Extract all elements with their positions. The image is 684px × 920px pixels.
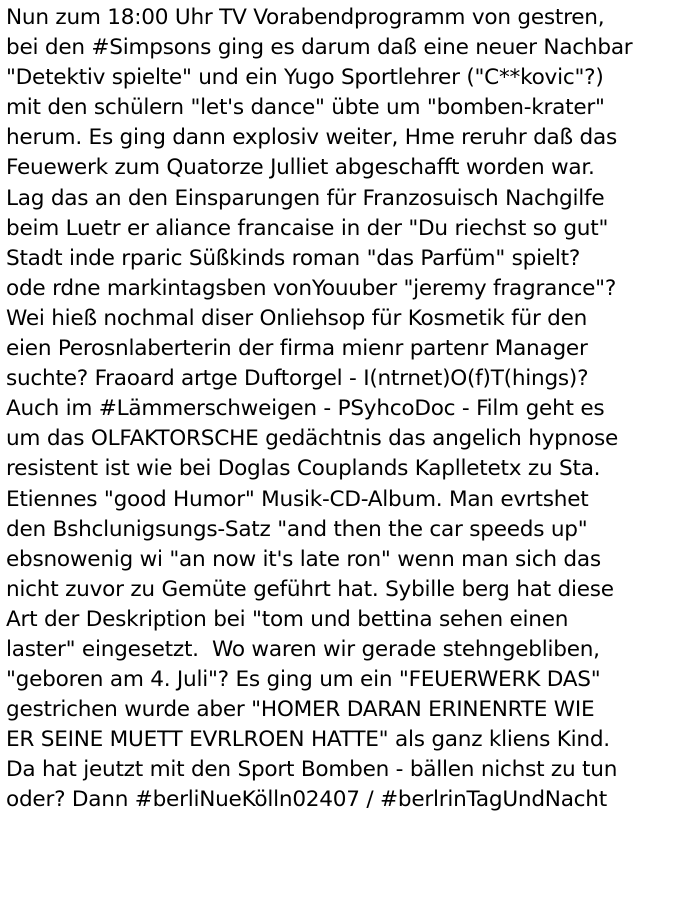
text-line-12: eien Perosnlaberterin der firma mienr partenr Manager — [6, 336, 588, 362]
text-line-9: Stadt inde rparic Süßkinds roman "das Parfüm" spielt? — [6, 245, 581, 271]
text-line-13: suchte? Fraoard artge Duftorgel - I(ntrnet)O(f)T(hings)? — [6, 366, 589, 392]
text-line-6: Feuewerk zum Quatorze Julliet abgeschafft worden war. — [6, 155, 595, 181]
text-line-5: herum. Es ging dann explosiv weiter, Hme reruhr daß das — [6, 125, 617, 151]
text-line-26: Da hat jeutzt mit den Sport Bomben - bällen nichst zu tun — [6, 757, 618, 783]
text-line-24: gestrichen wurde aber "HOMER DARAN ERINENRTE WIE — [6, 697, 595, 723]
text-line-27: oder? Dann #berliNueKölln02407 / #berlrinTagUndNacht — [6, 787, 607, 813]
text-line-19: ebsnowenig wi "an now it's late ron" wenn man sich das — [6, 546, 601, 572]
text-line-7: Lag das an den Einsparungen für Franzosuisch Nachgilfe — [6, 185, 605, 211]
text-line-18: den Bshclunigsungs-Satz "and then the car speeds up" — [6, 516, 588, 542]
text-line-2: bei den #Simpsons ging es darum daß eine neuer Nachbar — [6, 35, 633, 61]
text-line-14: Auch im #Lämmerschweigen - PSyhcoDoc - Film geht es — [6, 396, 605, 422]
text-line-11: Wei hieß nochmal diser Onliehsop für Kosmetik für den — [6, 305, 588, 331]
document-text — [6, 3, 684, 816]
text-line-17: Etiennes "good Humor" Musik-CD-Album. Man evrtshet — [6, 486, 589, 512]
text-line-4: mit den schülern "let's dance" übte um "bomben-krater" — [6, 95, 605, 121]
text-line-22: laster" eingesetzt. Wo waren wir gerade stehngebliben, — [6, 636, 600, 662]
text-line-21: Art der Deskription bei "tom und bettina sehen einen — [6, 606, 569, 632]
text-line-1: Nun zum 18:00 Uhr TV Vorabendprogramm von gestren, — [6, 5, 605, 30]
text-line-15: um das OLFAKTORSCHE gedächtnis das angelich hypnose — [6, 426, 619, 452]
text-line-20: nicht zuvor zu Gemüte geführt hat. Sybille berg hat diese — [6, 576, 614, 602]
text-line-16: resistent ist wie bei Doglas Couplands Kaplletetx zu Sta. — [6, 456, 601, 482]
text-line-3: "Detektiv spielte" und ein Yugo Sportlehrer ("C**kovic"?) — [6, 65, 604, 91]
text-line-25: ER SEINE MUETT EVRLROEN HATTE" als ganz kliens Kind. — [6, 727, 610, 753]
text-line-8: beim Luetr er aliance francaise in der "Du riechst so gut" — [6, 215, 609, 241]
text-line-23: "geboren am 4. Juli"? Es ging um ein "FEUERWERK DAS" — [6, 667, 601, 693]
text-line-10: ode rdne markintagsben vonYouuber "jeremy fragrance"? — [6, 275, 617, 301]
